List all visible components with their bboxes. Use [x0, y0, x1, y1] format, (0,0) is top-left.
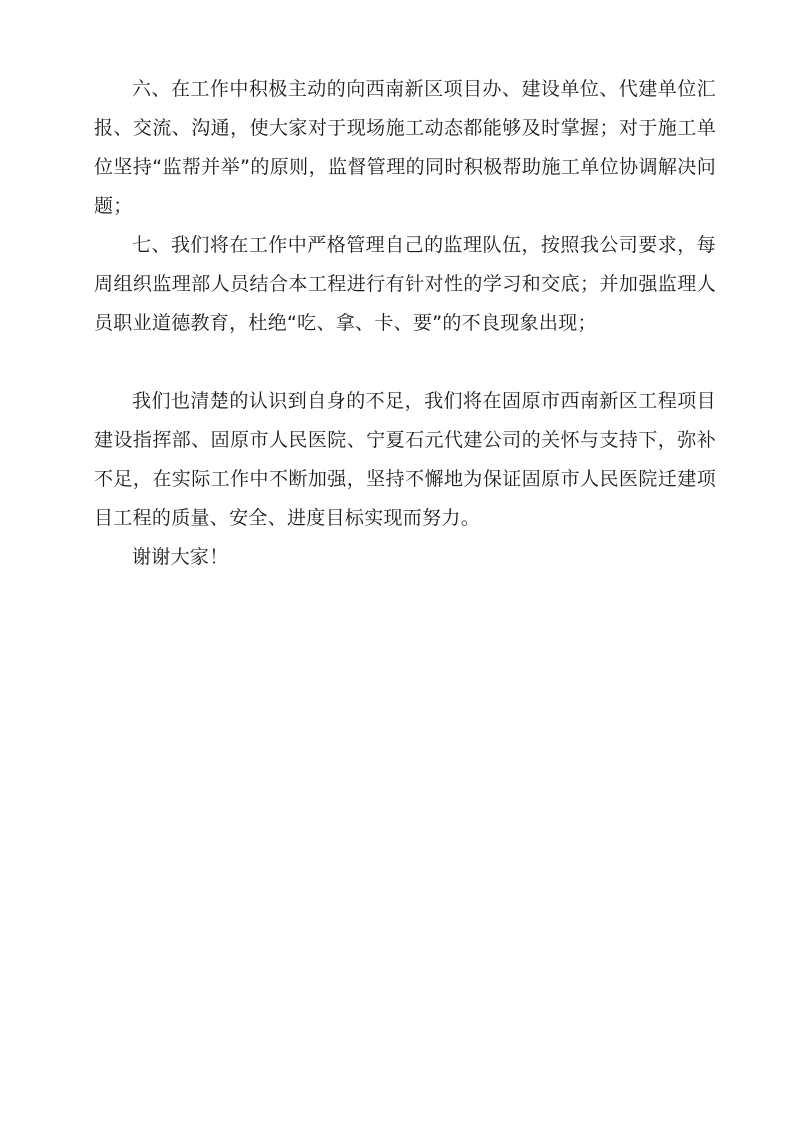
paragraph-item-six: 六、在工作中积极主动的向西南新区项目办、建设单位、代建单位汇报、交流、沟通，使大家对于现场施工动态都能够及时掌握；对于施工单位坚持“监帮并举”的原则，监督管理的同时积极帮助施工单位协调解决问题； [94, 78, 716, 217]
paragraph-thanks: 谢谢大家！ [132, 546, 229, 568]
paragraph-item-seven: 七、我们将在工作中严格管理自己的监理队伍，按照我公司要求，每周组织监理部人员结合本工程进行有针对性的学习和交底；并加强监理人员职业道德教育，杜绝“吃、拿、卡、要”的不良现象出现； [94, 234, 716, 334]
document-body [94, 70, 716, 577]
paragraph-gap [94, 343, 716, 382]
paragraph-conclusion: 我们也清楚的认识到自身的不足，我们将在固原市西南新区工程项目建设指挥部、固原市人民医院、宁夏石元代建公司的关怀与支持下，弥补不足，在实际工作中不断加强，坚持不懈地为保证固原市人民医院迁建项目工程的质量、安全、进度目标实现而努力。 [94, 390, 716, 529]
